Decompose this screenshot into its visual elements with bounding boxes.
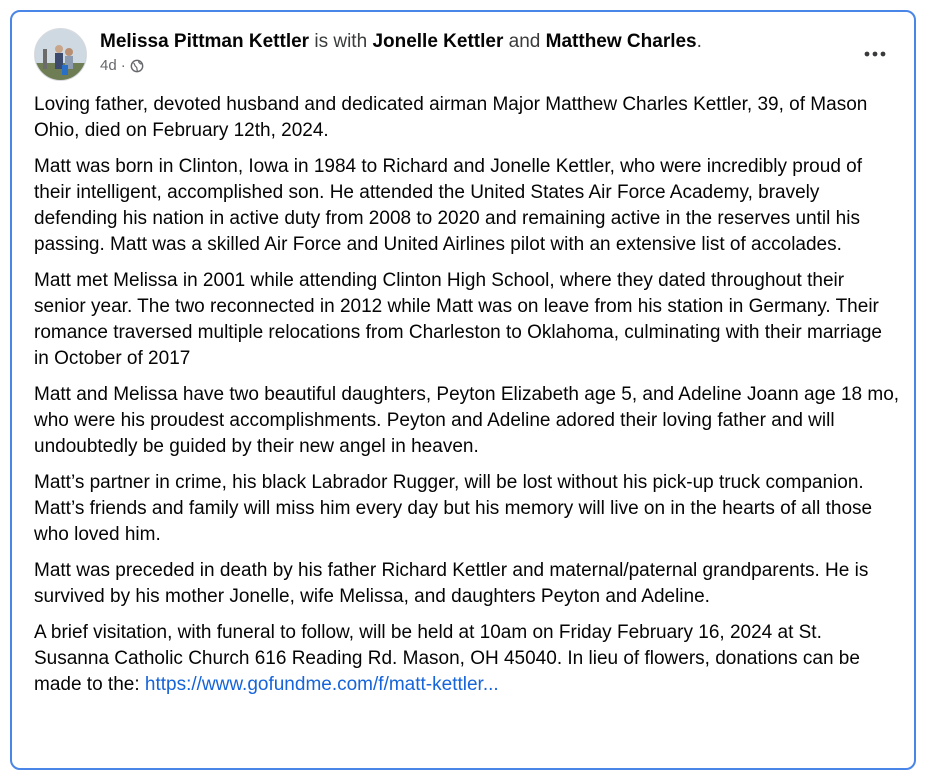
post-paragraph: Loving father, devoted husband and dedicated airman Major Matthew Charles Kettler, 39, of Mason Ohio, died on February 12th, 2024. — [34, 94, 868, 141]
post-paragraph: Matt’s partner in crime, his black Labrador Rugger, will be lost without his pick-up truck companion. Matt’s friends and family will miss him every day but his memory will live on in the hearts of all those who loved him. — [34, 472, 873, 545]
post-paragraph: Matt was born in Clinton, Iowa in 1984 to Richard and Jonelle Kettler, who were incredibly proud of their intelligent, accomplished son. He attended the United States Air Force Academy, bravely defending his nation in active duty from 2008 to 2020 and remaining active in the reserves until his passing. Matt was a skilled Air Force and United Airlines pilot with an extensive list of accolades. — [34, 156, 863, 255]
tagged-person-2[interactable]: Matthew Charles — [545, 31, 697, 52]
post-paragraph-text: A brief visitation, with funeral to follow, will be held at 10am on Friday February 16, 2024 at St. Susanna Catholic Church 616 Reading Rd. Mason, OH 45040. In lieu of flowers, donations can be made to the: — [34, 622, 860, 695]
more-options-icon[interactable] — [860, 42, 890, 66]
post-paragraph: Matt met Melissa in 2001 while attending Clinton High School, where they dated throughout their senior year. The two reconnected in 2012 while Matt was on leave from his station in Germany. Their romance traversed multiple relocations from Charleston to Oklahoma, culminating with their marriage in October of 2017 — [34, 270, 882, 369]
author-avatar[interactable] — [34, 28, 87, 81]
with-text: is with — [314, 31, 368, 52]
period-text: . — [696, 31, 702, 52]
separator-dot: · — [120, 57, 126, 74]
post-header — [34, 28, 896, 82]
post-paragraph: Matt was preceded in death by his father Richard Kettler and maternal/paternal grandparents. He is survived by his mother Jonelle, wife Melissa, and daughters Peyton and Adeline. — [34, 560, 869, 607]
and-text: and — [508, 31, 541, 52]
post-timestamp[interactable]: 4d — [100, 57, 117, 74]
post-author-line — [100, 30, 702, 54]
post-body — [34, 92, 900, 708]
post-meta — [100, 30, 702, 74]
gofundme-link[interactable]: https://www.gofundme.com/f/matt-kettler... — [144, 674, 499, 695]
post-paragraph-last — [34, 620, 900, 698]
globe-icon[interactable] — [130, 59, 144, 73]
tagged-person-1[interactable]: Jonelle Kettler — [372, 31, 504, 52]
post-paragraph: Matt and Melissa have two beautiful daughters, Peyton Elizabeth age 5, and Adeline Joann age 18 mo, who were his proudest accomplishments. Peyton and Adeline adored their loving father and will undoubtedly be guided by their new angel in heaven. — [34, 384, 900, 457]
author-name[interactable]: Melissa Pittman Kettler — [100, 31, 310, 52]
avatar-photo — [35, 29, 87, 81]
post-subline — [100, 58, 702, 74]
post-card — [10, 10, 916, 770]
